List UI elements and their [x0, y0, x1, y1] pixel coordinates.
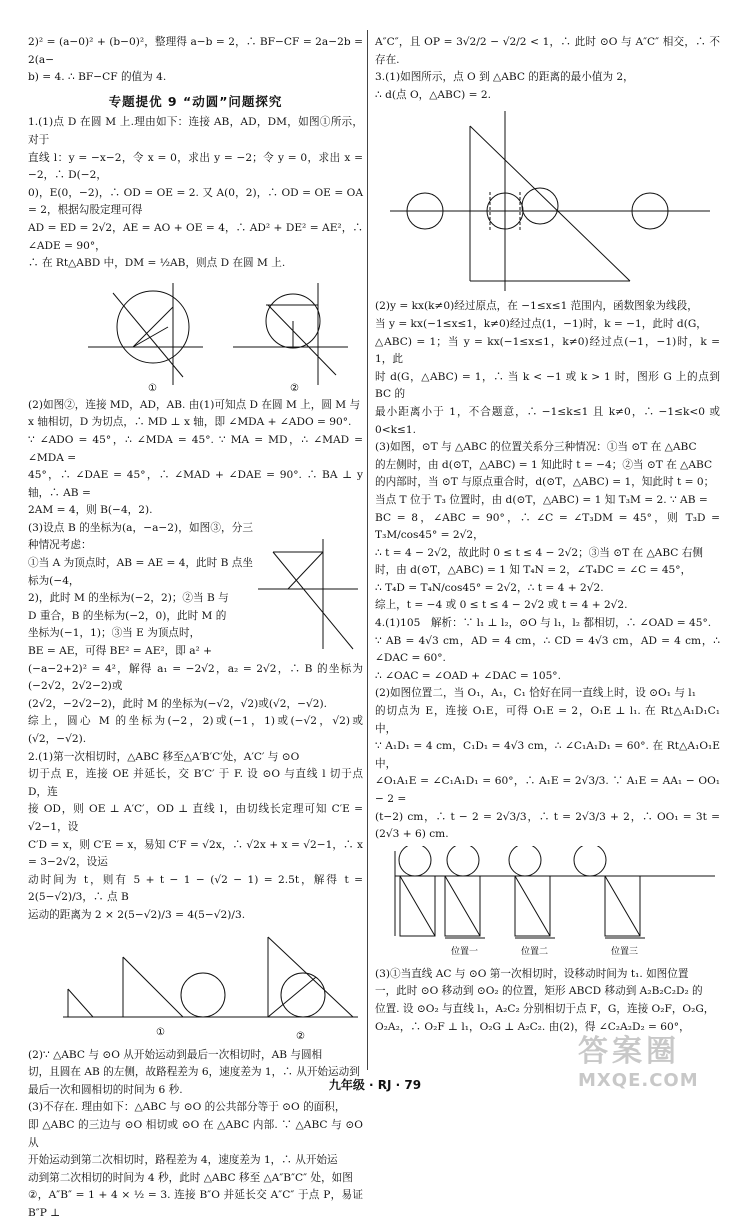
text-line: △ABC) = 1；当 y = kx(−1≤x≤1，k≠0)经过点(−1，−1)时，k = 1，此 — [375, 335, 720, 366]
text-line: 即 △ABC 的三边与 ⊙O 相切或 ⊙O 在 △ABC 内部. ∵ △ABC 与 ⊙O 从 — [28, 1118, 363, 1149]
text-line: (3)如图，⊙T 与 △ABC 的位置关系分三种情况：①当 ⊙T 在 △ABC — [375, 441, 697, 454]
text-line: ∴ ∠OAC = ∠OAD + ∠DAC = 105°. — [375, 669, 561, 682]
q3-block — [375, 69, 720, 104]
text-line: ∴ d(点 O，△ABC) = 2. — [375, 88, 491, 101]
column-divider — [367, 30, 368, 1070]
text-line: 直线 l：y = −x−2，令 x = 0，求出 y = −2；令 y = 0，求出 x = −2，∴ D(−2， — [28, 151, 363, 182]
text-line: 3.(1)如图所示，点 O 到 △ABC 的距离的最小值为 2， — [375, 71, 634, 84]
text-line: 坐标为(−1，1)；③当 E 为顶点时， — [28, 627, 201, 640]
text-line: 4.(1)105 解析：∵ l₁ ⊥ l₂，⊙O 与 l₁，l₂ 都相切，∴ ∠OAD = 45°. — [375, 617, 712, 630]
q2-figures — [28, 927, 363, 1045]
text-line: 2.(1)第一次相切时，△ABC 移至△A′B′C′处，A′C′ 与 ⊙O — [28, 750, 300, 763]
q2-figure-1-label: ① — [156, 1026, 165, 1038]
text-line: 运动的距离为 2 × 2(5−√2)/3 = 4(5−√2)/3. — [28, 908, 246, 921]
q1-figures — [28, 275, 363, 395]
watermark-line-1: 答案圈 — [578, 1034, 680, 1069]
text-line: (t−2) cm，∴ t − 2 = 2√3/3，∴ t = 2√3/3 + 2，∴ OO₁ = 3t = (2√3 + 6) cm. — [375, 810, 720, 841]
text-line: 综上，圆心 M 的坐标为(−2，2)或(−1，1)或(−√2，√2)或(√2，−√2). — [28, 715, 363, 745]
text-line: ∴ 在 Rt△ABD 中，DM = ½AB，则点 D 在圆 M 上. — [28, 257, 286, 270]
q3-part3 — [375, 439, 720, 615]
q4-block — [375, 615, 720, 844]
text-line: D 重合，B 的坐标为(−2，0)，此时 M 的 — [28, 609, 227, 622]
q3-part2 — [375, 298, 720, 439]
text-line: 位置. 设 ⊙O₂ 与直线 l₁，A₂C₂ 分别相切于点 F，G，连接 O₂F，O₂G， — [375, 1002, 715, 1015]
watermark-line-2: MXQE.COM — [578, 1070, 699, 1091]
figure-1-label: ① — [148, 382, 157, 394]
q3-figure — [375, 106, 720, 296]
text-line: 45°，∴ ∠DAE = 45°，∴ ∠MAD + ∠DAE = 90°. ∴ BA ⊥ y 轴，∴ AB = — [28, 469, 363, 499]
text-line: 当 y = kx(−1≤x≤1，k≠0)经过点(1，−1)时，k = −1，此时 d(G， — [375, 317, 707, 330]
text-line: A″C″，且 OP = 3√2/2 − √2/2 < 1，∴ 此时 ⊙O 与 A″C″ 相交，∴ 不存在. — [375, 36, 720, 66]
section-title: 专题提优 9 “动圆”问题探究 — [108, 93, 283, 109]
text-line: 一，此时 ⊙O 移动到 ⊙O₂ 的位置，矩形 ABCD 移动到 A₂B₂C₂D₂ 的 — [375, 985, 703, 998]
text-line: 的切点为 E，连接 O₁E，可得 O₁E = 2，O₁E ⊥ l₁. 在 Rt△A₁D₁C₁ 中， — [375, 705, 720, 735]
text-line: ∴ t = 4 − 2√2，故此时 0 ≤ t ≤ 4 − 2√2；③当 ⊙T 在 △ABC 右侧 — [375, 546, 703, 559]
text-line: b) = 4. ∴ BF−CF 的值为 4. — [28, 71, 167, 84]
text-line: 2AM = 4，则 B(−4，2). — [28, 504, 153, 517]
text-line: 时，由 d(⊙T，△ABC) = 1 知 T₄N = 2，∠T₄DC = ∠C = 45°， — [375, 564, 692, 577]
text-line: 接 OD，则 OE ⊥ A′C′，OD ⊥ 直线 l，由切线长定理可知 C′E = √2−1，设 — [28, 803, 363, 833]
text-line: 0)，E(0，−2)，∴ OD = OE = 2. 又 A(0，2)，∴ OD = OE = OA = 2，根据勾股定理可得 — [28, 186, 363, 217]
text-line: ①当 A 为顶点时，AB = AE = 4，此时 B 点坐标为(−4， — [28, 557, 253, 587]
text-line: ∴ T₄D = T₄N/cos45° = 2√2，∴ t = 4 + 2√2. — [375, 581, 604, 594]
text-line: (3)设点 B 的坐标为(a，−a−2)，如图③，分三种情况考虑： — [28, 521, 253, 552]
text-line: 动到第二次相切的时间为 4 秒，此时 △ABC 移至 △A″B″C″ 处，如图 — [28, 1171, 353, 1184]
text-line: 综上，t = −4 或 0 ≤ t ≤ 4 − 2√2 或 t = 4 + 2√2. — [375, 599, 628, 612]
position-three-label: 位置三 — [611, 946, 639, 957]
right-column — [375, 34, 720, 1036]
text-line: (−a−2+2)² = 4²，解得 a₁ = −2√2，a₂ = 2√2，∴ B 的坐标为(−2√2，2√2−2)或 — [28, 662, 363, 693]
text-line: ∵ A₁D₁ = 4 cm，C₁D₁ = 4√3 cm，∴ ∠C₁A₁D₁ = 60°. 在 Rt△A₁O₁E 中， — [375, 740, 720, 770]
text-line: 最小距离小于 1，不合题意，∴ −1≤k≤1 且 k≠0，∴ −1≤k<0 或 0<k≤1. — [375, 405, 720, 436]
text-line: BE = AE，可得 BE² = AE²，即 a² + — [28, 645, 213, 658]
figure-1 — [88, 283, 203, 385]
text-line: AD = ED = 2√2，AE = AO + OE = 4，∴ AD² + DE² = AE²，∴ ∠ADE = 90°， — [28, 221, 363, 252]
figure-2 — [233, 283, 348, 385]
intro-block — [28, 34, 363, 87]
q2-figure-2-label: ② — [296, 1030, 305, 1042]
q1-part3 — [28, 520, 363, 749]
text-line: ②，A″B″ = 1 + 4 × ½ = 3. 连接 B″O 并延长交 A″C″ 于点 P，易证 B″P ⊥ — [28, 1189, 363, 1219]
figure-2-label: ② — [290, 382, 299, 394]
text-line: 的左侧时，由 d(⊙T，△ABC) = 1 知此时 t = −4；②当 ⊙T 在 △ABC — [375, 458, 713, 471]
q4-figure — [375, 846, 720, 964]
figure-3 — [253, 534, 363, 654]
q1-block — [28, 114, 363, 272]
text-line: 1.(1)点 D 在圆 M 上.理由如下：连接 AB，AD，DM，如图①所示，对于 — [28, 116, 363, 146]
text-line: ∠O₁A₁E = ∠C₁A₁D₁ = 60°，∴ A₁E = 2√3/3. ∵ A₁E = AA₁ − OO₁ − 2 = — [375, 775, 720, 805]
text-line: (2)如图②，连接 MD，AD，AB. 由(1)可知点 D 在圆 M 上，圆 M 与 — [28, 398, 361, 411]
text-line: (2)如图位置二，当 O₁，A₁，C₁ 恰好在同一直线上时，设 ⊙O₁ 与 l₁ — [375, 687, 696, 700]
text-line: ∵ ∠ADO = 45°，∴ ∠MDA = 45°. ∵ MA = MD，∴ ∠MAD = ∠MDA = — [28, 433, 363, 464]
text-line: 最后一次和圆相切的时间为 6 秒. — [28, 1083, 183, 1096]
text-line: 时 d(G，△ABC) = 1，∴ 当 k < −1 或 k > 1 时，图形 G 上的点到 BC 的 — [375, 370, 720, 401]
text-line: (2√2，−2√2−2)，此时 M 的坐标为(−√2，√2)或(√2，−√2). — [28, 697, 327, 710]
left-column — [28, 34, 363, 1222]
text-line: 切于点 E，连接 OE 并延长，交 B′C′ 于 F. 设 ⊙O 与直线 l 切于点 D，连 — [28, 768, 363, 798]
text-line: C′D = x，则 C′E = x，易知 C′F = √2x，∴ √2x + x = √2−1，∴ x = 3−2√2，设运 — [28, 838, 363, 869]
text-line: O₂A₂，∴ O₂F ⊥ l₁，O₂G ⊥ A₂C₂. 由(2)，得 ∠C₂A₂D₂ = 60°， — [375, 1020, 690, 1033]
text-line: x 轴相切，D 为切点，∴ MD ⊥ x 轴，即 ∠MDA + ∠ADO = 90°. — [28, 416, 352, 429]
position-one-label: 位置一 — [451, 946, 479, 957]
q2-block — [28, 749, 363, 925]
text-line: BC = 8，∠ABC = 90°，∴ ∠C = ∠T₃DM = 45°，则 T₃D = T₃M/cos45° = 2√2， — [375, 511, 720, 542]
text-line: 的内部时，当 ⊙T 与原点重合时，d(⊙T，△ABC) = 1，知此时 t = 0； — [375, 476, 715, 489]
text-line: 动时间为 t，则有 5 + t − 1 − (√2 − 1) = 2.5t，解得 t = 2(5−√2)/3，∴ 点 B — [28, 873, 363, 904]
text-line: (2)y = kx(k≠0)经过原点，在 −1≤x≤1 范围内，函数图象为线段， — [375, 300, 698, 313]
text-line: (3)①当直线 AC 与 ⊙O 第一次相切时，设移动时间为 t₁. 如图位置 — [375, 967, 689, 980]
text-line: 当点 T 位于 T₃ 位置时，由 d(⊙T，△ABC) = 1 知 T₃M = 2. ∵ AB = — [375, 493, 708, 506]
text-line: ∵ AB = 4√3 cm，AD = 4 cm，∴ CD = 4√3 cm，AD = 4 cm，∴ ∠DAC = 60°. — [375, 634, 720, 665]
text-line: 2)² = (a−0)² + (b−0)²，整理得 a−b = 2，∴ BF−CF = 2a−2b = 2(a− — [28, 36, 363, 66]
page-footer: 九年级 · RJ · 79 — [328, 1078, 422, 1092]
position-two-label: 位置二 — [521, 946, 549, 957]
text-line: 开始运动到第二次相切时，路程差为 4，速度差为 1，∴ 从开始运 — [28, 1154, 338, 1167]
text-line: 切，且圆在 AB 的左侧，故路程差为 6，速度差为 1，∴ 从开始运动到 — [28, 1066, 360, 1079]
q1-part2 — [28, 397, 363, 520]
text-line: 2)，此时 M 的坐标为(−2，2)；②当 B 与 — [28, 592, 229, 605]
text-line: (2)∵ △ABC 与 ⊙O 从开始运动到最后一次相切时，AB 与圆相 — [28, 1048, 323, 1061]
q2-part3 — [28, 1099, 363, 1222]
text-line: (3)不存在. 理由如下：△ABC 与 ⊙O 的公共部分等于 ⊙O 的面积， — [28, 1101, 346, 1114]
